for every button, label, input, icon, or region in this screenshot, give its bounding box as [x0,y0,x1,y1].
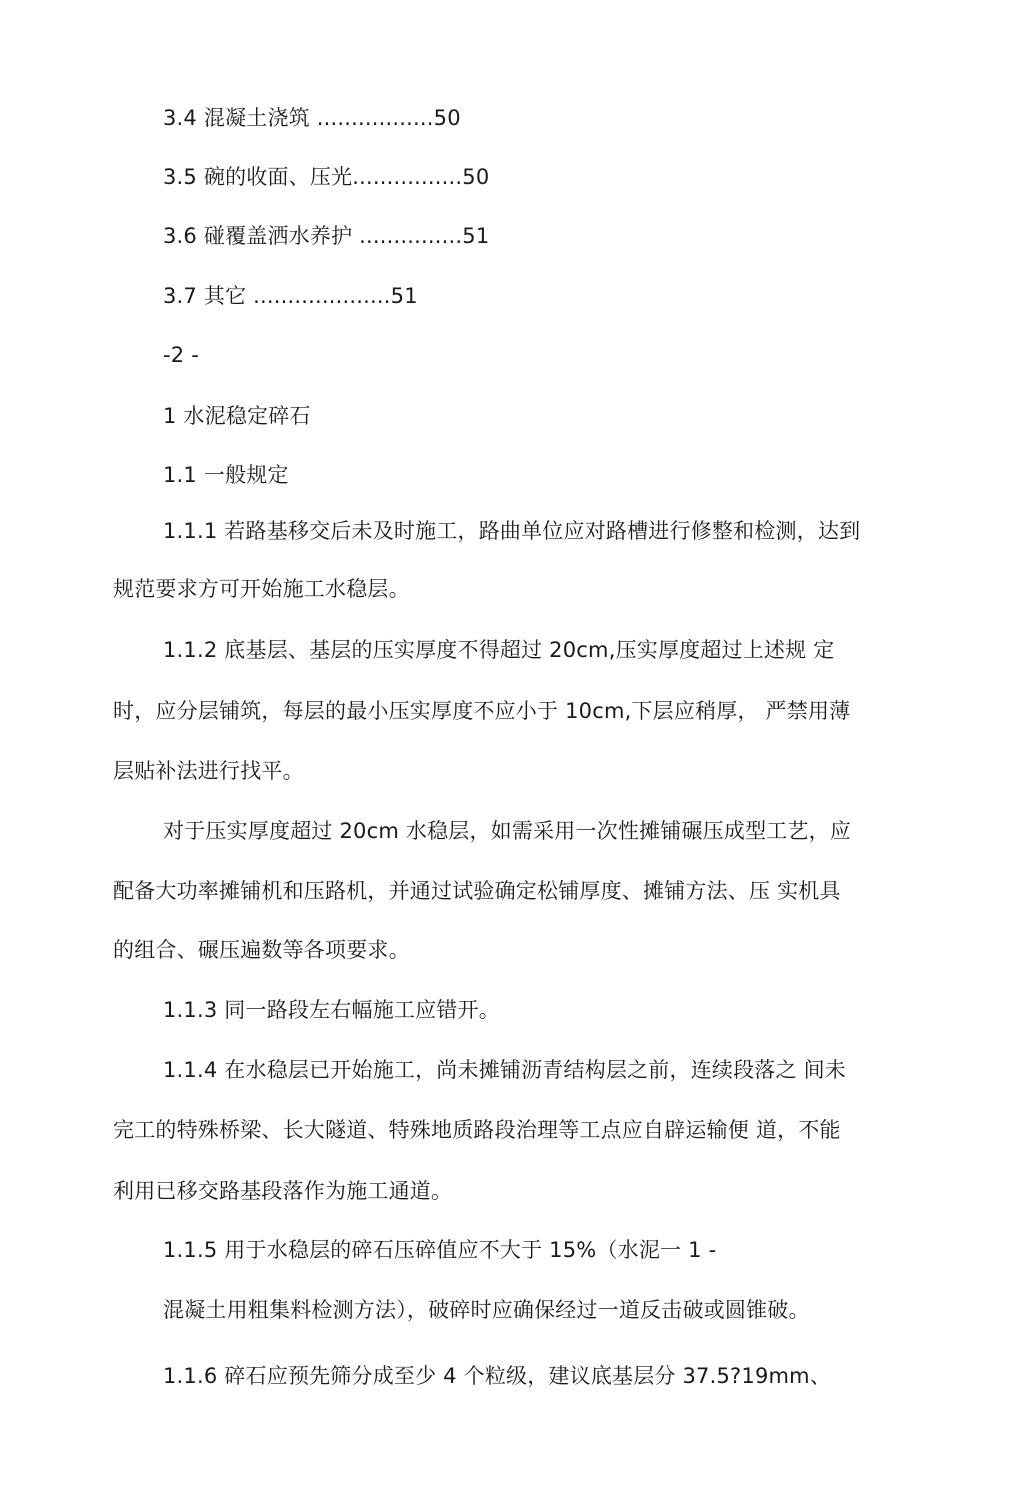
toc-entry: 3.6 碰覆盖洒水养护 ...............51 [163,224,490,248]
toc-entry: 3.4 混凝土浇筑 .................50 [163,106,461,130]
paragraph-line: 1.1.3 同一路段左右幅施工应错开。 [163,998,500,1022]
toc-entry: 3.5 碗的收面、压光................50 [163,165,490,189]
toc-entry: 3.7 其它 ....................51 [163,284,418,308]
paragraph-line: 1.1.2 底基层、基层的压实厚度不得超过 20cm,压实厚度超过上述规 定 [163,638,835,662]
paragraph-line: 的组合、碾压遍数等各项要求。 [113,938,410,962]
paragraph-line: 1.1.5 用于水稳层的碎石压碎值应不大于 15%（水泥一 1 - [163,1238,717,1262]
paragraph-line: 1.1.1 若路基移交后未及时施工，路曲单位应对路槽进行修整和检测，达到 [163,519,861,543]
paragraph-line: 规范要求方可开始施工水稳层。 [113,577,410,601]
paragraph-line: 时，应分层铺筑，每层的最小压实厚度不应小于 10cm,下层应稍厚， 严禁用薄 [113,699,851,723]
paragraph-line: 完工的特殊桥梁、长大隧道、特殊地质路段治理等工点应自辟运输便 道，不能 [113,1118,841,1142]
paragraph-line: 混凝土用粗集料检测方法），破碎时应确保经过一道反击破或圆锥破。 [163,1298,810,1322]
paragraph-line: 利用已移交路基段落作为施工通道。 [113,1179,453,1203]
section-heading: 1 水泥稳定碎石 [163,404,311,428]
paragraph-line: 1.1.6 碎石应预先筛分成至少 4 个粒级，建议底基层分 37.5?19mm、 [163,1364,832,1388]
paragraph-line: 层贴补法进行找平。 [113,759,304,783]
paragraph-line: 配备大功率摊铺机和压路机，并通过试验确定松铺厚度、摊铺方法、压 实机具 [113,879,841,903]
subsection-heading: 1.1 一般规定 [163,463,289,487]
page-number: -2 - [163,343,199,367]
paragraph-line: 对于压实厚度超过 20cm 水稳层，如需采用一次性摊铺碾压成型工艺，应 [163,819,852,843]
paragraph-line: 1.1.4 在水稳层已开始施工，尚未摊铺沥青结构层之前，连续段落之 间未 [163,1058,846,1082]
